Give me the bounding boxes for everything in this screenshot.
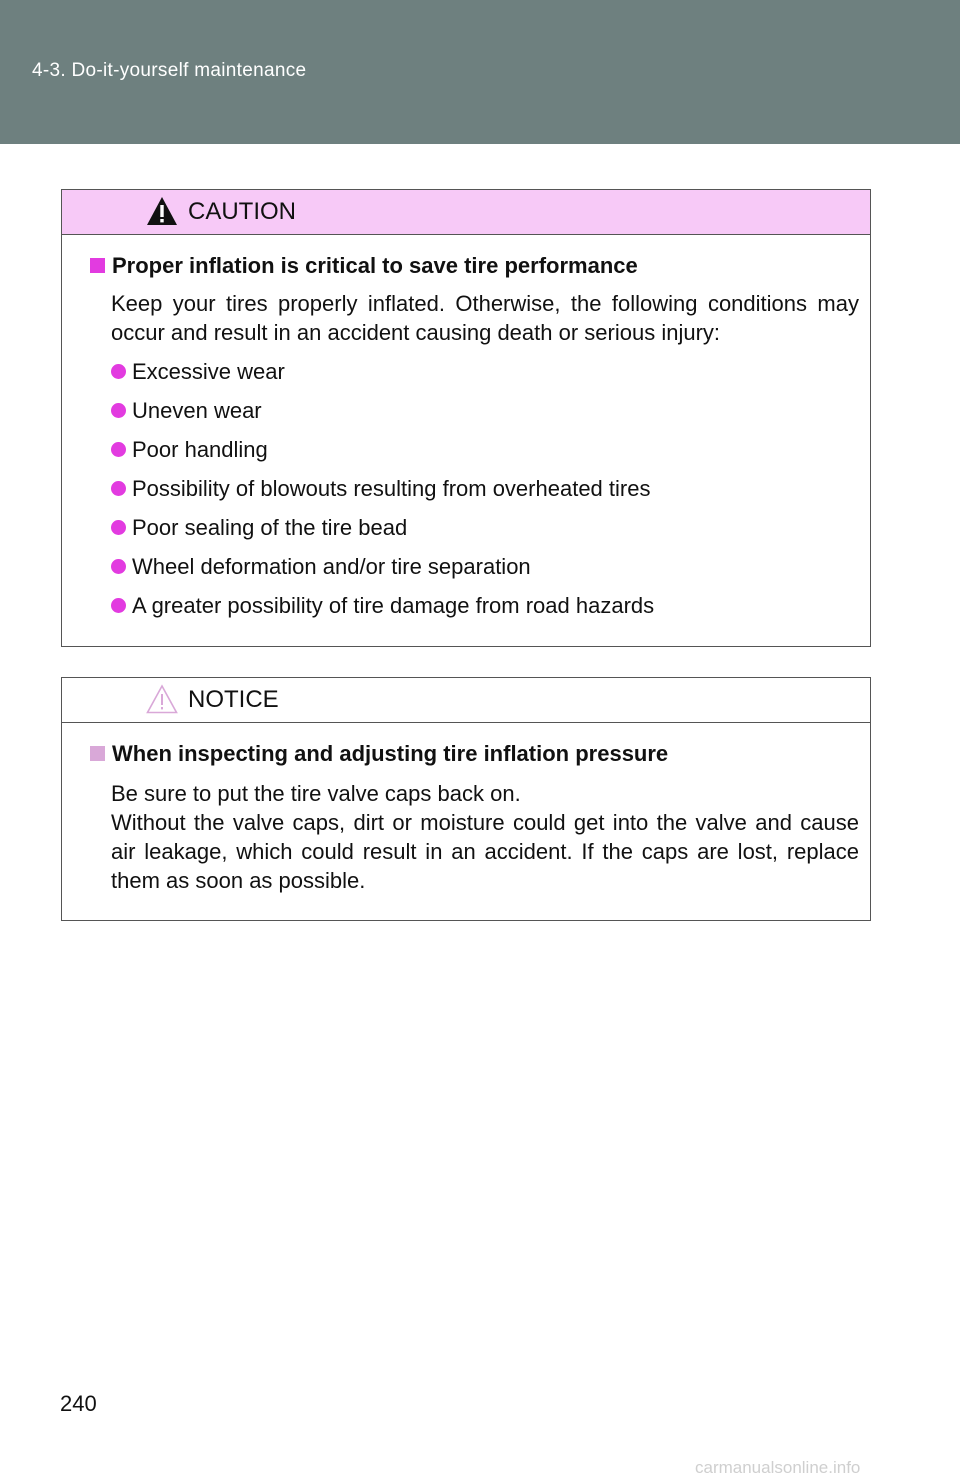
page-header [0, 0, 960, 144]
notice-label: NOTICE [188, 686, 279, 713]
notice-box [61, 677, 871, 921]
list-item: Excessive wear [111, 352, 859, 391]
warning-icon [146, 196, 178, 226]
list-item: Possibility of blowouts resulting from overheated tires [111, 469, 859, 508]
list-item: A greater possibility of tire damage from road hazards [111, 586, 859, 625]
caution-heading [90, 253, 859, 279]
notice-line-1: Be sure to put the tire valve caps back on. [111, 781, 521, 806]
notice-heading-text: When inspecting and adjusting tire inflation pressure [112, 741, 669, 766]
page-number: 240 [60, 1391, 97, 1416]
notice-line-2: Without the valve caps, dirt or moisture could get into the valve and cause air leakage, which could result in an accident. If the caps are lost, replace them as soon as possible. [111, 810, 859, 893]
bullet-dot-icon [111, 559, 126, 574]
notice-heading [90, 741, 859, 767]
bullet-dot-icon [111, 520, 126, 535]
caution-label: CAUTION [188, 198, 296, 225]
caution-intro: Keep your tires properly inflated. Otherwise, the following conditions may occur and result in an accident causing death or serious injury: [111, 291, 859, 345]
bullet-dot-icon [111, 598, 126, 613]
caution-box [61, 189, 871, 647]
caution-heading-text: Proper inflation is critical to save tire performance [112, 253, 638, 278]
notice-text [111, 779, 859, 895]
list-item: Poor handling [111, 430, 859, 469]
notice-header [62, 678, 870, 723]
bullet-dot-icon [111, 403, 126, 418]
section-title: 4-3. Do-it-yourself maintenance [32, 60, 307, 81]
bullet-dot-icon [111, 442, 126, 457]
square-bullet-icon [90, 746, 105, 761]
bullet-dot-icon [111, 364, 126, 379]
bullet-dot-icon [111, 481, 126, 496]
square-bullet-icon [90, 258, 105, 273]
list-item: Poor sealing of the tire bead [111, 508, 859, 547]
list-item: Uneven wear [111, 391, 859, 430]
watermark: carmanualsonline.info [695, 1458, 861, 1477]
notice-warning-icon [146, 684, 178, 714]
caution-header [62, 190, 870, 235]
list-item: Wheel deformation and/or tire separation [111, 547, 859, 586]
